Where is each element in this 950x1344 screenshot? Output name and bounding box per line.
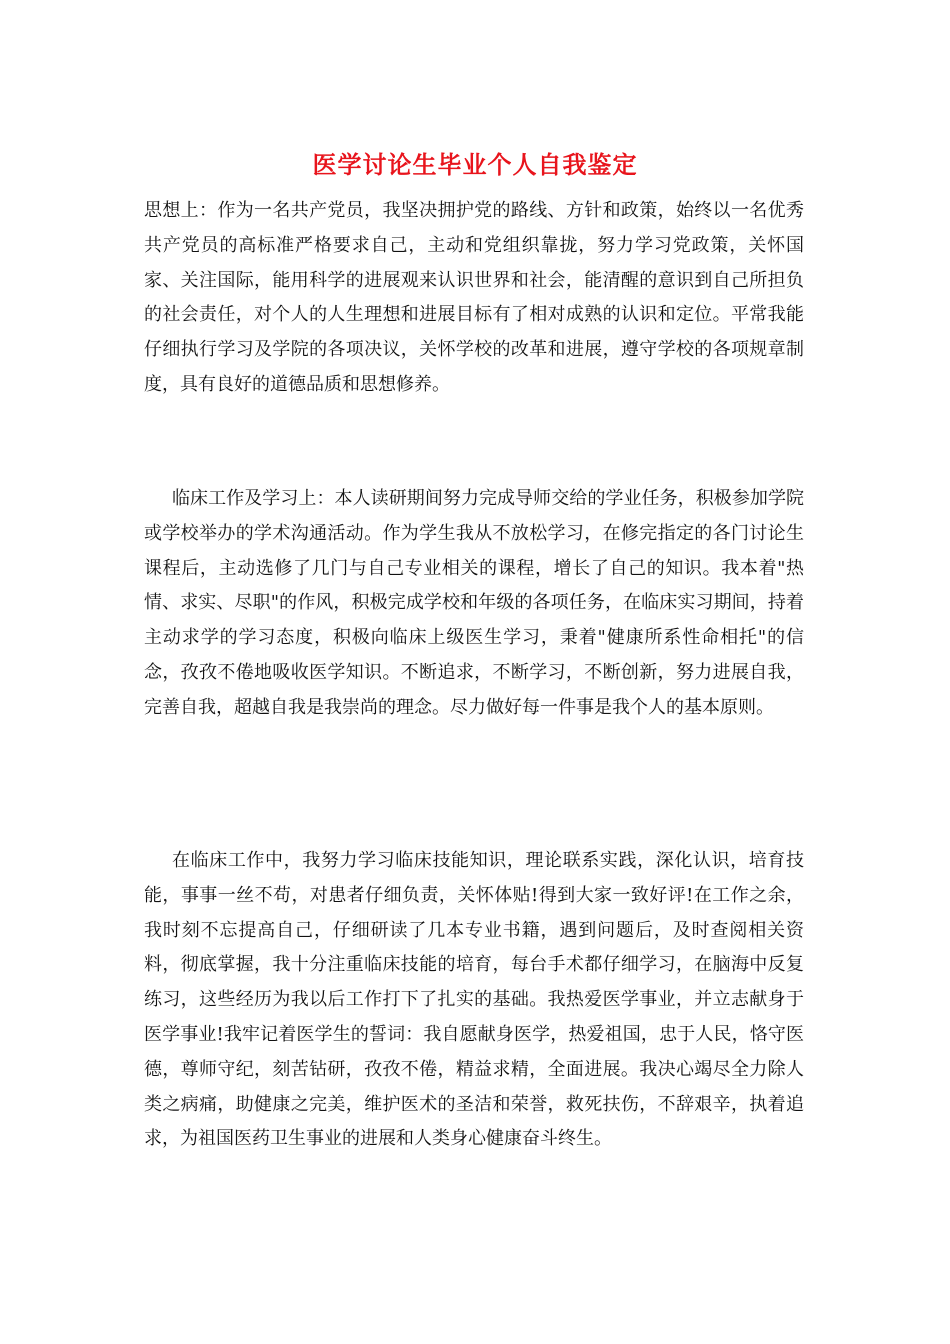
paragraph-ideology: 思想上：作为一名共产党员，我坚决拥护党的路线、方针和政策，始终以一名优秀共产党员的高标准严格要求自己，主动和党组织靠拢，努力学习党政策，关怀国家、关注国际，能用科学的进展观来认识世界和社会，能清醒的意识到自己所担负的社会责任，对个人的人生理想和进展目标有了相对成熟的认识和定位。平常我能仔细执行学习及学院的各项决议，关怀学校的改革和进展，遵守学校的各项规章制度，具有良好的道德品质和思想修养。 [144, 200, 804, 395]
paragraph-clinical-work: 在临床工作中，我努力学习临床技能知识，理论联系实践，深化认识，培育技能，事事一丝不苟，对患者仔细负责，关怀体贴!得到大家一致好评!在工作之余，我时刻不忘提高自己，仔细研读了几本专业书籍，遇到问题后，及时查阅相关资料，彻底掌握，我十分注重临床技能的培育，每台手术都仔细学习，在脑海中反复练习，这些经历为我以后工作打下了扎实的基础。我热爱医学事业，并立志献身于医学事业!我牢记着医学生的誓词：我自愿献身医学，热爱祖国，忠于人民，恪守医德，尊师守纪，刻苦钻研，孜孜不倦，精益求精，全面进展。我决心竭尽全力除人类之病痛，助健康之完美，维护医术的圣洁和荣誉，救死扶伤，不辞艰辛，执着追求，为祖国医药卫生事业的进展和人类身心健康奋斗终生。 [144, 850, 804, 1150]
document-title: 医学讨论生毕业个人自我鉴定 [312, 150, 638, 179]
paragraph-clinical-study: 临床工作及学习上：本人读研期间努力完成导师交给的学业任务，积极参加学院或学校举办的学术沟通活动。作为学生我从不放松学习，在修完指定的各门讨论生课程后，主动选修了几门与自己专业相关的课程，增长了自己的知识。我本着"热情、求实、尽职"的作风，积极完成学校和年级的各项任务，在临床实习期间，持着主动求学的学习态度，积极向临床上级医生学习，秉着"健康所系性命相托"的信念，孜孜不倦地吸收医学知识。不断追求，不断学习，不断创新，努力进展自我，完善自我，超越自我是我崇尚的理念。尽力做好每一件事是我个人的基本原则。 [144, 488, 804, 718]
